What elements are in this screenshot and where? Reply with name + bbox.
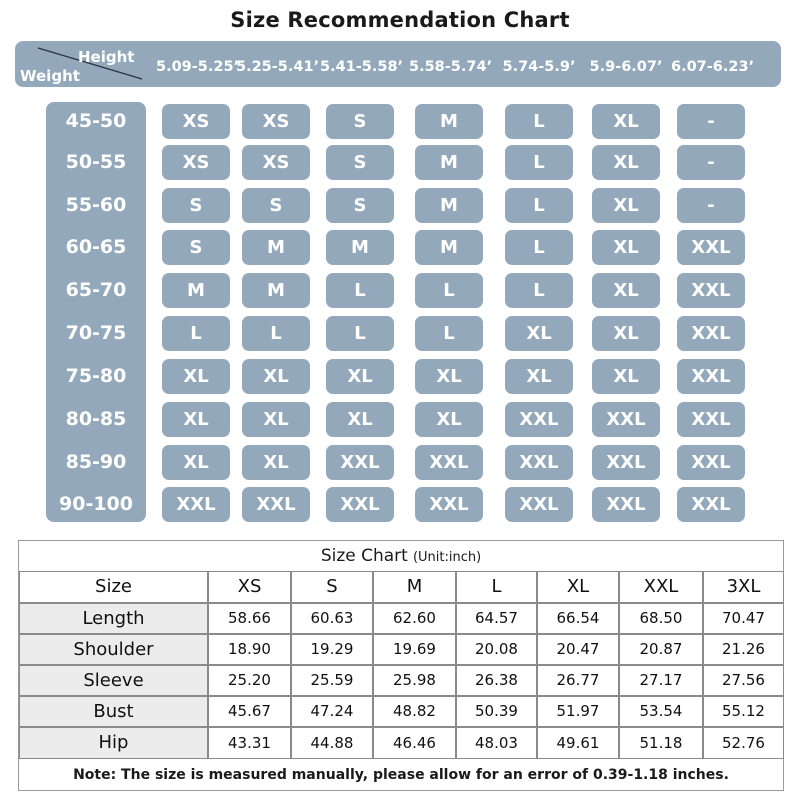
size-cell: M — [415, 104, 483, 139]
size-cell: XL — [592, 104, 660, 139]
weight-range-5: 70-75 — [65, 322, 127, 344]
measurement-value: 19.69 — [373, 634, 456, 665]
measurement-value: 53.54 — [619, 696, 703, 727]
size-cell: XL — [592, 145, 660, 180]
size-chart-caption-text: Size Chart — [320, 546, 408, 566]
measurement-value: 19.29 — [291, 634, 373, 665]
measurement-value: 45.67 — [208, 696, 291, 727]
size-cell: XL — [505, 316, 573, 351]
measurement-value: 68.50 — [619, 603, 703, 634]
page-title: Size Recommendation Chart — [230, 8, 570, 32]
size-cell: M — [242, 230, 310, 265]
size-cell: XXL — [415, 445, 483, 480]
measurement-value: 51.97 — [537, 696, 619, 727]
size-cell: XXL — [505, 445, 573, 480]
size-cell: L — [505, 188, 573, 223]
size-cell: XXL — [415, 487, 483, 522]
size-chart-caption — [19, 541, 783, 571]
measurement-value: 25.59 — [291, 665, 373, 696]
measurement-value: 43.31 — [208, 727, 291, 759]
size-column-header: M — [373, 571, 456, 603]
size-cell: XL — [242, 359, 310, 394]
size-cell: XXL — [677, 273, 745, 308]
size-cell: XXL — [677, 402, 745, 437]
size-cell: XXL — [677, 445, 745, 480]
measurement-value: 25.20 — [208, 665, 291, 696]
measurement-label: Shoulder — [19, 634, 208, 665]
size-column-header-label: Size — [19, 571, 208, 603]
size-cell: L — [326, 273, 394, 308]
measurement-value: 55.12 — [703, 696, 784, 727]
size-cell: XL — [592, 359, 660, 394]
size-cell: S — [326, 188, 394, 223]
size-cell: XL — [592, 188, 660, 223]
size-cell: M — [162, 273, 230, 308]
measurement-value: 64.57 — [456, 603, 537, 634]
weight-range-9: 90-100 — [59, 493, 133, 515]
size-column-header: XXL — [619, 571, 703, 603]
size-cell: M — [415, 230, 483, 265]
measurement-label: Hip — [19, 727, 208, 759]
size-cell: XL — [592, 230, 660, 265]
size-column-header: XL — [537, 571, 619, 603]
size-cell: XL — [242, 445, 310, 480]
size-cell: L — [505, 104, 573, 139]
height-range-0: 5.09-5.25’ — [156, 59, 240, 75]
size-column-header: 3XL — [703, 571, 784, 603]
size-cell: XL — [326, 359, 394, 394]
size-cell: XL — [415, 359, 483, 394]
size-cell: - — [677, 145, 745, 180]
size-cell: XXL — [592, 445, 660, 480]
size-cell: XXL — [162, 487, 230, 522]
measurement-value: 20.87 — [619, 634, 703, 665]
size-column-header: L — [456, 571, 537, 603]
measurement-value: 27.56 — [703, 665, 784, 696]
size-cell: XXL — [242, 487, 310, 522]
size-cell: M — [415, 145, 483, 180]
weight-range-1: 50-55 — [65, 151, 127, 173]
measurement-value: 44.88 — [291, 727, 373, 759]
size-cell: XL — [162, 402, 230, 437]
size-cell: XXL — [592, 487, 660, 522]
height-range-3: 5.58-5.74’ — [409, 59, 493, 75]
measurement-label: Bust — [19, 696, 208, 727]
measurement-value: 20.08 — [456, 634, 537, 665]
measurement-value: 47.24 — [291, 696, 373, 727]
size-cell: S — [326, 145, 394, 180]
size-cell: XL — [592, 273, 660, 308]
measurement-value: 51.18 — [619, 727, 703, 759]
size-cell: XXL — [677, 487, 745, 522]
weight-range-2: 55-60 — [65, 194, 127, 216]
height-range-6: 6.07-6.23’ — [671, 59, 755, 75]
measurement-value: 52.76 — [703, 727, 784, 759]
height-range-1: 5.25-5.41’ — [236, 59, 320, 75]
measurement-value: 21.26 — [703, 634, 784, 665]
size-cell: M — [326, 230, 394, 265]
measurement-value: 27.17 — [619, 665, 703, 696]
measurement-value: 50.39 — [456, 696, 537, 727]
size-cell: XXL — [677, 359, 745, 394]
size-cell: L — [505, 145, 573, 180]
weight-range-8: 85-90 — [65, 451, 127, 473]
size-cell: XL — [415, 402, 483, 437]
measurement-value: 20.47 — [537, 634, 619, 665]
measurement-value: 18.90 — [208, 634, 291, 665]
height-range-4: 5.74-5.9’ — [502, 59, 576, 75]
size-cell: L — [415, 316, 483, 351]
size-cell: L — [415, 273, 483, 308]
weight-range-0: 45-50 — [65, 110, 127, 132]
size-cell: L — [162, 316, 230, 351]
measurement-label: Sleeve — [19, 665, 208, 696]
measurement-value: 66.54 — [537, 603, 619, 634]
size-cell: XS — [242, 104, 310, 139]
measurement-label: Length — [19, 603, 208, 634]
size-cell: S — [242, 188, 310, 223]
weight-range-6: 75-80 — [65, 365, 127, 387]
size-cell: XL — [592, 316, 660, 351]
size-cell: L — [505, 273, 573, 308]
weight-range-4: 65-70 — [65, 279, 127, 301]
size-cell: XL — [162, 359, 230, 394]
measurement-value: 60.63 — [291, 603, 373, 634]
size-cell: S — [162, 188, 230, 223]
size-cell: - — [677, 188, 745, 223]
size-chart-unit-text: (Unit:inch) — [412, 550, 482, 565]
size-column-header: S — [291, 571, 373, 603]
size-cell: XXL — [677, 316, 745, 351]
size-cell: L — [505, 230, 573, 265]
measurement-value: 26.77 — [537, 665, 619, 696]
size-cell: M — [415, 188, 483, 223]
size-cell: L — [242, 316, 310, 351]
size-cell: M — [242, 273, 310, 308]
size-cell: - — [677, 104, 745, 139]
measurement-value: 48.82 — [373, 696, 456, 727]
size-chart-table — [18, 540, 784, 791]
size-cell: XXL — [592, 402, 660, 437]
size-chart-note: Note: The size is measured manually, please allow for an error of 0.39-1.18 inches. — [73, 767, 729, 783]
size-cell: XXL — [505, 402, 573, 437]
measurement-value: 70.47 — [703, 603, 784, 634]
measurement-value: 62.60 — [373, 603, 456, 634]
size-cell: XS — [162, 145, 230, 180]
size-cell: XXL — [505, 487, 573, 522]
size-cell: XXL — [326, 487, 394, 522]
size-cell: S — [326, 104, 394, 139]
measurement-value: 25.98 — [373, 665, 456, 696]
measurement-value: 49.61 — [537, 727, 619, 759]
size-cell: XL — [326, 402, 394, 437]
size-cell: XS — [242, 145, 310, 180]
measurement-value: 46.46 — [373, 727, 456, 759]
height-range-2: 5.41-5.58’ — [320, 59, 404, 75]
size-cell: XL — [242, 402, 310, 437]
height-axis-label: Height — [78, 48, 135, 66]
size-cell: XXL — [326, 445, 394, 480]
size-column-header: XS — [208, 571, 291, 603]
size-cell: XL — [505, 359, 573, 394]
weight-range-7: 80-85 — [65, 408, 127, 430]
measurement-value: 48.03 — [456, 727, 537, 759]
size-cell: XXL — [677, 230, 745, 265]
height-range-5: 5.9-6.07’ — [589, 59, 663, 75]
size-cell: S — [162, 230, 230, 265]
measurement-value: 58.66 — [208, 603, 291, 634]
weight-axis-label: Weight — [20, 67, 80, 85]
size-cell: XS — [162, 104, 230, 139]
size-cell: XL — [162, 445, 230, 480]
measurement-value: 26.38 — [456, 665, 537, 696]
size-cell: L — [326, 316, 394, 351]
weight-range-3: 60-65 — [65, 236, 127, 258]
